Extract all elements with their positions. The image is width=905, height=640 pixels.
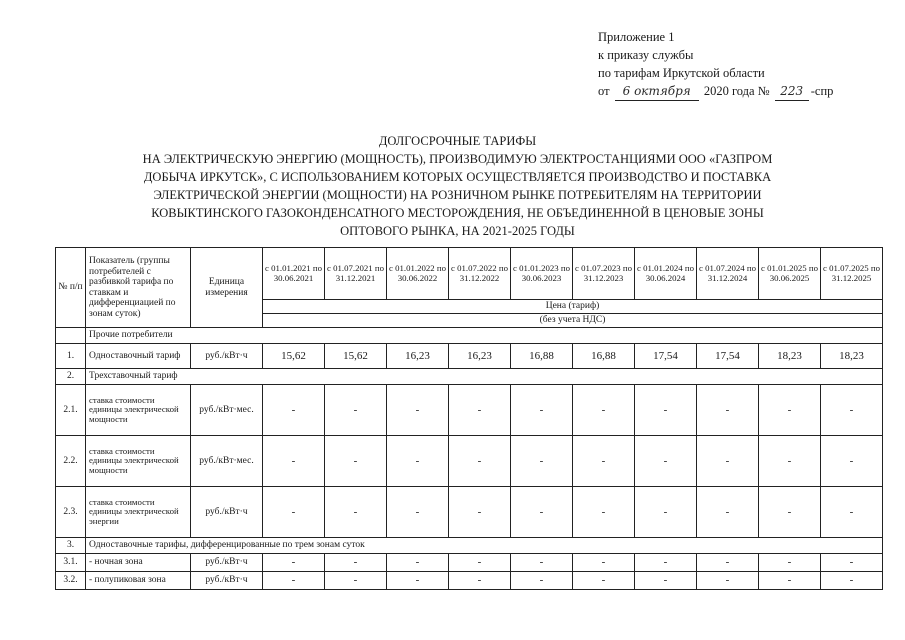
header-period: с 01.01.2023 по 30.06.2023: [511, 248, 573, 300]
tariff-value: -: [511, 436, 573, 487]
tariff-value: -: [697, 554, 759, 572]
tariff-value: -: [387, 572, 449, 590]
tariff-value: 16,23: [387, 344, 449, 369]
row-name: ставка стоимости единицы электрической мощности: [86, 436, 191, 487]
tariff-value: -: [449, 385, 511, 436]
appendix-line-2: к приказу службы: [598, 48, 694, 62]
tariff-value: 16,88: [511, 344, 573, 369]
section-row: [56, 328, 883, 344]
tariff-value: -: [635, 554, 697, 572]
row-name: - полупиковая зона: [86, 572, 191, 590]
section-num-cell: [56, 328, 86, 344]
row-name: ставка стоимости единицы электрической энергии: [86, 487, 191, 538]
row-num: 1.: [56, 344, 86, 369]
tariff-value: -: [263, 385, 325, 436]
tariff-value: -: [635, 487, 697, 538]
tariff-value: -: [697, 487, 759, 538]
tariff-value: -: [759, 385, 821, 436]
tariff-value: -: [325, 554, 387, 572]
header-period: с 01.07.2025 по 31.12.2025: [821, 248, 883, 300]
row-unit: руб./кВт·ч: [191, 344, 263, 369]
header-num: № п/п: [56, 248, 86, 328]
tariff-value: -: [449, 572, 511, 590]
row-num: 2.2.: [56, 436, 86, 487]
tariff-value: -: [697, 436, 759, 487]
table-row: [56, 554, 883, 572]
header-period: с 01.01.2024 по 30.06.2024: [635, 248, 697, 300]
tariff-value: -: [263, 554, 325, 572]
tariff-value: -: [821, 487, 883, 538]
row-unit: руб./кВт·ч: [191, 572, 263, 590]
row-unit: руб./кВт·мес.: [191, 436, 263, 487]
header-period: с 01.01.2021 по 30.06.2021: [263, 248, 325, 300]
handwritten-date: 6 октября: [615, 82, 699, 101]
row-num: 2.: [56, 369, 86, 385]
tariff-value: -: [325, 487, 387, 538]
tariff-value: -: [759, 487, 821, 538]
row-num: 3.1.: [56, 554, 86, 572]
tariff-value: -: [635, 385, 697, 436]
tariff-table: [55, 247, 883, 590]
order-suffix: -спр: [810, 84, 834, 98]
tariff-value: -: [387, 385, 449, 436]
table-row: [56, 538, 883, 554]
tariff-value: -: [511, 554, 573, 572]
header-indicator: Показатель (группы потребителей с разбивкой тарифа по ставкам и дифференциацией по зонам суток): [86, 248, 191, 328]
row-num: 2.3.: [56, 487, 86, 538]
tariff-value: -: [449, 436, 511, 487]
tariff-value: -: [263, 436, 325, 487]
tariff-value: 18,23: [759, 344, 821, 369]
header-period: с 01.07.2024 по 31.12.2024: [697, 248, 759, 300]
tariff-value: -: [759, 436, 821, 487]
row-name: - ночная зона: [86, 554, 191, 572]
tariff-value: -: [511, 572, 573, 590]
tariff-value: -: [821, 554, 883, 572]
row-num: 2.1.: [56, 385, 86, 436]
appendix-line-1: Приложение 1: [598, 30, 675, 44]
row-name: Одноставочные тарифы, дифференцированные по трем зонам суток: [86, 538, 883, 554]
tariff-value: -: [325, 572, 387, 590]
header-period: с 01.01.2022 по 30.06.2022: [387, 248, 449, 300]
title-line: НА ЭЛЕКТРИЧЕСКУЮ ЭНЕРГИЮ (МОЩНОСТЬ), ПРОИЗВОДИМУЮ ЭЛЕКТРОСТАНЦИЯМИ ООО «ГАЗПРОМ: [142, 152, 773, 166]
tariff-value: -: [821, 572, 883, 590]
tariff-value: -: [387, 487, 449, 538]
title-line: КОВЫКТИНСКОГО ГАЗОКОНДЕНСАТНОГО МЕСТОРОЖДЕНИЯ, НЕ ОБЪЕДИНЕННОЙ В ЦЕНОВЫЕ ЗОНЫ: [151, 206, 764, 220]
tariff-value: -: [511, 487, 573, 538]
year-text: 2020 года №: [703, 84, 770, 98]
header-period: с 01.07.2021 по 31.12.2021: [325, 248, 387, 300]
price-label: Цена (тариф): [263, 300, 883, 314]
row-num: 3.2.: [56, 572, 86, 590]
tariff-value: -: [325, 436, 387, 487]
tariff-value: 16,23: [449, 344, 511, 369]
title-line: ОПТОВОГО РЫНКА, НА 2021-2025 ГОДЫ: [340, 224, 575, 238]
header-period: с 01.01.2025 по 30.06.2025: [759, 248, 821, 300]
tariff-value: -: [697, 385, 759, 436]
vat-label: (без учета НДС): [263, 314, 883, 328]
table-row: [56, 385, 883, 436]
tariff-value: -: [573, 487, 635, 538]
row-name: Трехставочный тариф: [86, 369, 883, 385]
document-title: [40, 132, 875, 240]
row-unit: руб./кВт·ч: [191, 487, 263, 538]
table-row: [56, 436, 883, 487]
tariff-value: -: [387, 436, 449, 487]
tariff-value: -: [573, 554, 635, 572]
tariff-value: 16,88: [573, 344, 635, 369]
row-name: Одноставочный тариф: [86, 344, 191, 369]
table-row: [56, 369, 883, 385]
table-row: [56, 487, 883, 538]
tariff-value: -: [821, 385, 883, 436]
tariff-value: -: [759, 572, 821, 590]
tariff-value: -: [573, 385, 635, 436]
appendix-line-3: по тарифам Иркутской области: [598, 66, 765, 80]
row-num: 3.: [56, 538, 86, 554]
title-line: ДОБЫЧА ИРКУТСК», С ИСПОЛЬЗОВАНИЕМ КОТОРЫХ ОСУЩЕСТВЛЯЕТСЯ ПРОИЗВОДСТВО И ПОСТАВКА: [143, 170, 772, 184]
tariff-value: -: [635, 572, 697, 590]
tariff-value: -: [263, 487, 325, 538]
tariff-value: -: [387, 554, 449, 572]
tariff-value: -: [573, 572, 635, 590]
handwritten-order-number: 223: [775, 82, 809, 101]
tariff-value: -: [449, 487, 511, 538]
tariff-value: -: [511, 385, 573, 436]
tariff-value: 17,54: [697, 344, 759, 369]
tariff-value: 18,23: [821, 344, 883, 369]
tariff-value: -: [697, 572, 759, 590]
tariff-value: -: [263, 572, 325, 590]
header-row: [56, 248, 883, 300]
title-line: ДОЛГОСРОЧНЫЕ ТАРИФЫ: [378, 134, 537, 148]
tariff-value: -: [449, 554, 511, 572]
tariff-value: -: [573, 436, 635, 487]
tariff-value: 17,54: [635, 344, 697, 369]
tariff-value: 15,62: [263, 344, 325, 369]
tariff-value: -: [635, 436, 697, 487]
header-unit: Единица измерения: [191, 248, 263, 328]
tariff-value: -: [759, 554, 821, 572]
row-name: ставка стоимости единицы электрической мощности: [86, 385, 191, 436]
header-period: с 01.07.2022 по 31.12.2022: [449, 248, 511, 300]
appendix-line-4: [598, 82, 833, 101]
tariff-value: -: [325, 385, 387, 436]
title-line: ЭЛЕКТРИЧЕСКОЙ ЭНЕРГИИ (МОЩНОСТИ) НА РОЗНИЧНОМ РЫНКЕ ПОТРЕБИТЕЛЯМ НА ТЕРРИТОРИИ: [153, 188, 762, 202]
table-row: [56, 572, 883, 590]
table-row: [56, 344, 883, 369]
tariff-value: -: [821, 436, 883, 487]
header-period: с 01.07.2023 по 31.12.2023: [573, 248, 635, 300]
row-unit: руб./кВт·мес.: [191, 385, 263, 436]
tariff-value: 15,62: [325, 344, 387, 369]
from-prefix: от: [598, 84, 610, 98]
section-label: Прочие потребители: [86, 328, 883, 344]
appendix-block: [598, 28, 833, 101]
row-unit: руб./кВт·ч: [191, 554, 263, 572]
